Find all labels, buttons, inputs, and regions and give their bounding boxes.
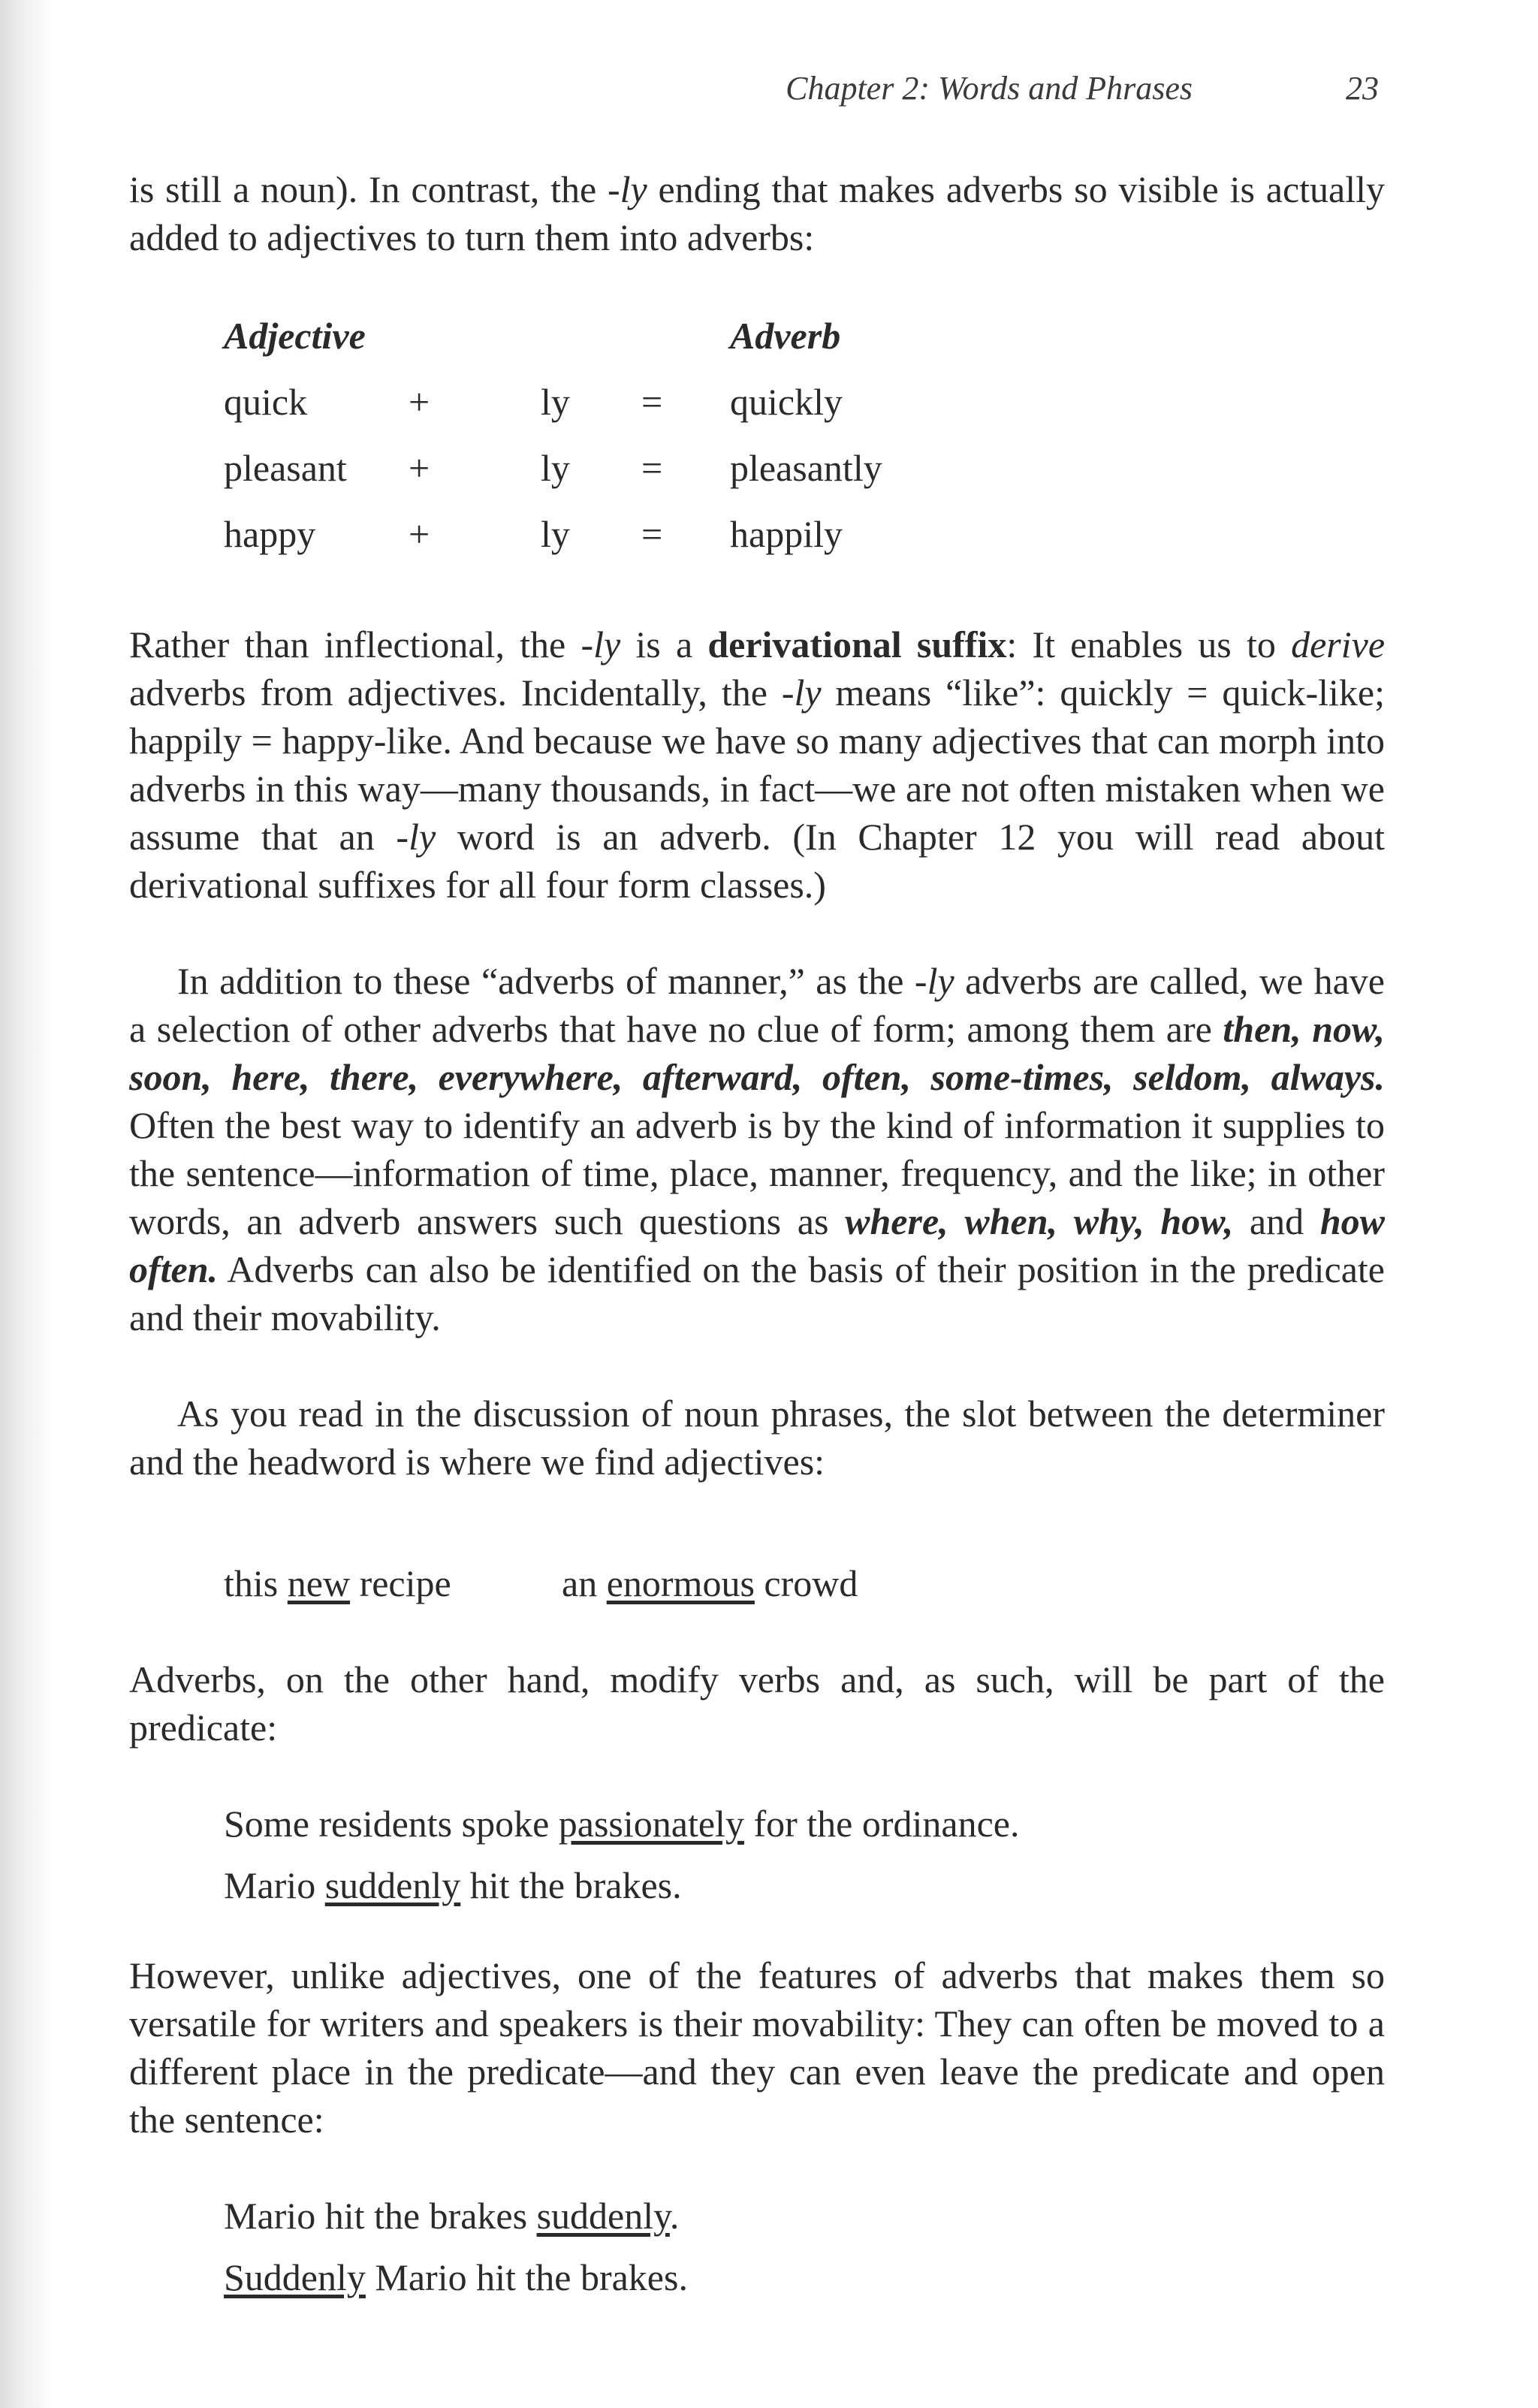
paragraph-predicate bbox=[129, 1655, 1385, 1752]
text: for the ordinance. bbox=[743, 1803, 1020, 1845]
text: In addition to these “adverbs of manner,” as the bbox=[177, 960, 915, 1002]
underlined-word: new bbox=[287, 1562, 351, 1604]
text: Mario bbox=[224, 1864, 325, 1906]
text: Adverbs can also be identified on the basis of their position in the predicate and their movability. bbox=[129, 1248, 1385, 1338]
suffix-ly: -ly bbox=[781, 671, 822, 714]
adjective-cell: happy bbox=[224, 513, 316, 555]
table-row bbox=[224, 380, 975, 446]
plus-sign: + bbox=[409, 381, 430, 423]
example-sentence bbox=[224, 1800, 1019, 1848]
text: Mario hit the brakes. bbox=[365, 2256, 688, 2298]
text: Mario hit the brakes bbox=[224, 2195, 537, 2237]
underlined-word: suddenly bbox=[536, 2195, 670, 2237]
equals-sign: = bbox=[641, 447, 663, 489]
example-sentence bbox=[224, 1861, 682, 1909]
paragraph-noun-phrases bbox=[129, 1390, 1385, 1486]
text: is still a noun). In contrast, the bbox=[129, 168, 608, 210]
text: Adverbs, on the other hand, modify verbs and, as such, will be part of the predicate: bbox=[129, 1658, 1385, 1749]
suffix-ly: -ly bbox=[396, 816, 436, 858]
question-words: where, when, why, how, bbox=[845, 1200, 1234, 1242]
page-gutter-shadow bbox=[0, 0, 53, 2408]
plus-sign: + bbox=[409, 513, 430, 555]
text: this bbox=[224, 1562, 288, 1604]
text: Often the best way to identify an adverb is by the kind of information it supplies to the sentence—information of time, place, manner, frequency, and the like; in other words, an adverb answers such questions as bbox=[129, 1104, 1385, 1242]
adverb-list: then, now, soon, here, there, everywhere, afterward, often, some-times, seldom, always. bbox=[129, 1008, 1385, 1098]
text: Rather than inflectional, the bbox=[129, 623, 581, 665]
equals-sign: = bbox=[641, 381, 663, 423]
table-row bbox=[224, 512, 975, 578]
adverb-cell: quickly bbox=[730, 381, 843, 423]
underlined-word: suddenly bbox=[324, 1864, 461, 1906]
adjective-cell: quick bbox=[224, 381, 308, 423]
example-adjectives bbox=[224, 1559, 858, 1607]
equals-sign: = bbox=[641, 513, 663, 555]
text: is a bbox=[620, 623, 708, 665]
suffix-cell: ly bbox=[541, 513, 570, 555]
underlined-word: Suddenly bbox=[224, 2256, 366, 2298]
text: an bbox=[562, 1562, 607, 1604]
example-phrase bbox=[562, 1559, 858, 1607]
suffix-ly: -ly bbox=[581, 623, 621, 665]
suffix-ly: -ly bbox=[608, 168, 647, 210]
suffix-ly: -ly bbox=[914, 960, 954, 1002]
text: word is an adverb. (In Chapter 12 you will read about derivational suffixes for all four form classes.) bbox=[129, 816, 1385, 906]
paragraph-adverbs-of-manner bbox=[129, 957, 1385, 1341]
table-header-row bbox=[224, 314, 975, 380]
header-adjective: Adjective bbox=[224, 315, 366, 357]
text: and bbox=[1233, 1200, 1320, 1242]
text: Some residents spoke bbox=[224, 1803, 559, 1845]
page-number: 23 bbox=[1346, 70, 1379, 107]
adjective-adverb-table bbox=[224, 314, 975, 578]
paragraph-intro bbox=[129, 165, 1385, 261]
adverb-cell: happily bbox=[730, 513, 843, 555]
suffix-cell: ly bbox=[541, 447, 570, 489]
text: means “like”: quickly = quick-like; happily = happy-like. And because we have so many adjectives that can morph into adverbs in this way—many thousands, in fact—we are not often mistaken when we assume that an bbox=[129, 671, 1385, 858]
text: crowd bbox=[754, 1562, 858, 1604]
underlined-word: enormous bbox=[606, 1562, 755, 1604]
chapter-title: Chapter 2: Words and Phrases bbox=[786, 70, 1193, 107]
example-sentence bbox=[224, 2192, 679, 2240]
running-head bbox=[0, 69, 1538, 122]
adjective-cell: pleasant bbox=[224, 447, 347, 489]
text: As you read in the discussion of noun phrases, the slot between the determiner and the headword is where we find adjectives: bbox=[129, 1393, 1385, 1483]
text: ending that makes adverbs so visible is actually added to adjectives to turn them into adverbs: bbox=[129, 168, 1385, 258]
table-row bbox=[224, 446, 975, 512]
text: adverbs from adjectives. Incidentally, the bbox=[129, 671, 782, 714]
text: However, unlike adjectives, one of the features of adverbs that makes them so versatile for writers and speakers is their movability: They can often be moved to a different place in the predicate—and they can even leave the predicate and open the sentence: bbox=[129, 1954, 1385, 2141]
question-how-often: how often. bbox=[129, 1200, 1385, 1290]
example-sentence bbox=[224, 2253, 688, 2301]
paragraph-derivational bbox=[129, 620, 1385, 909]
example-phrase bbox=[224, 1562, 451, 1604]
text: . bbox=[669, 2195, 680, 2237]
term-derivational-suffix: derivational suffix bbox=[707, 623, 1007, 665]
adverb-cell: pleasantly bbox=[730, 447, 882, 489]
paragraph-movability bbox=[129, 1951, 1385, 2144]
text: recipe bbox=[350, 1562, 451, 1604]
text: : It enables us to bbox=[1006, 623, 1292, 665]
plus-sign: + bbox=[409, 447, 430, 489]
suffix-cell: ly bbox=[541, 381, 570, 423]
emphasis-derive: derive bbox=[1291, 623, 1386, 665]
text: hit the brakes. bbox=[460, 1864, 682, 1906]
underlined-word: passionately bbox=[558, 1803, 744, 1845]
header-adverb: Adverb bbox=[730, 315, 841, 357]
text: adverbs are called, we have a selection of other adverbs that have no clue of form; among them are bbox=[129, 960, 1385, 1050]
